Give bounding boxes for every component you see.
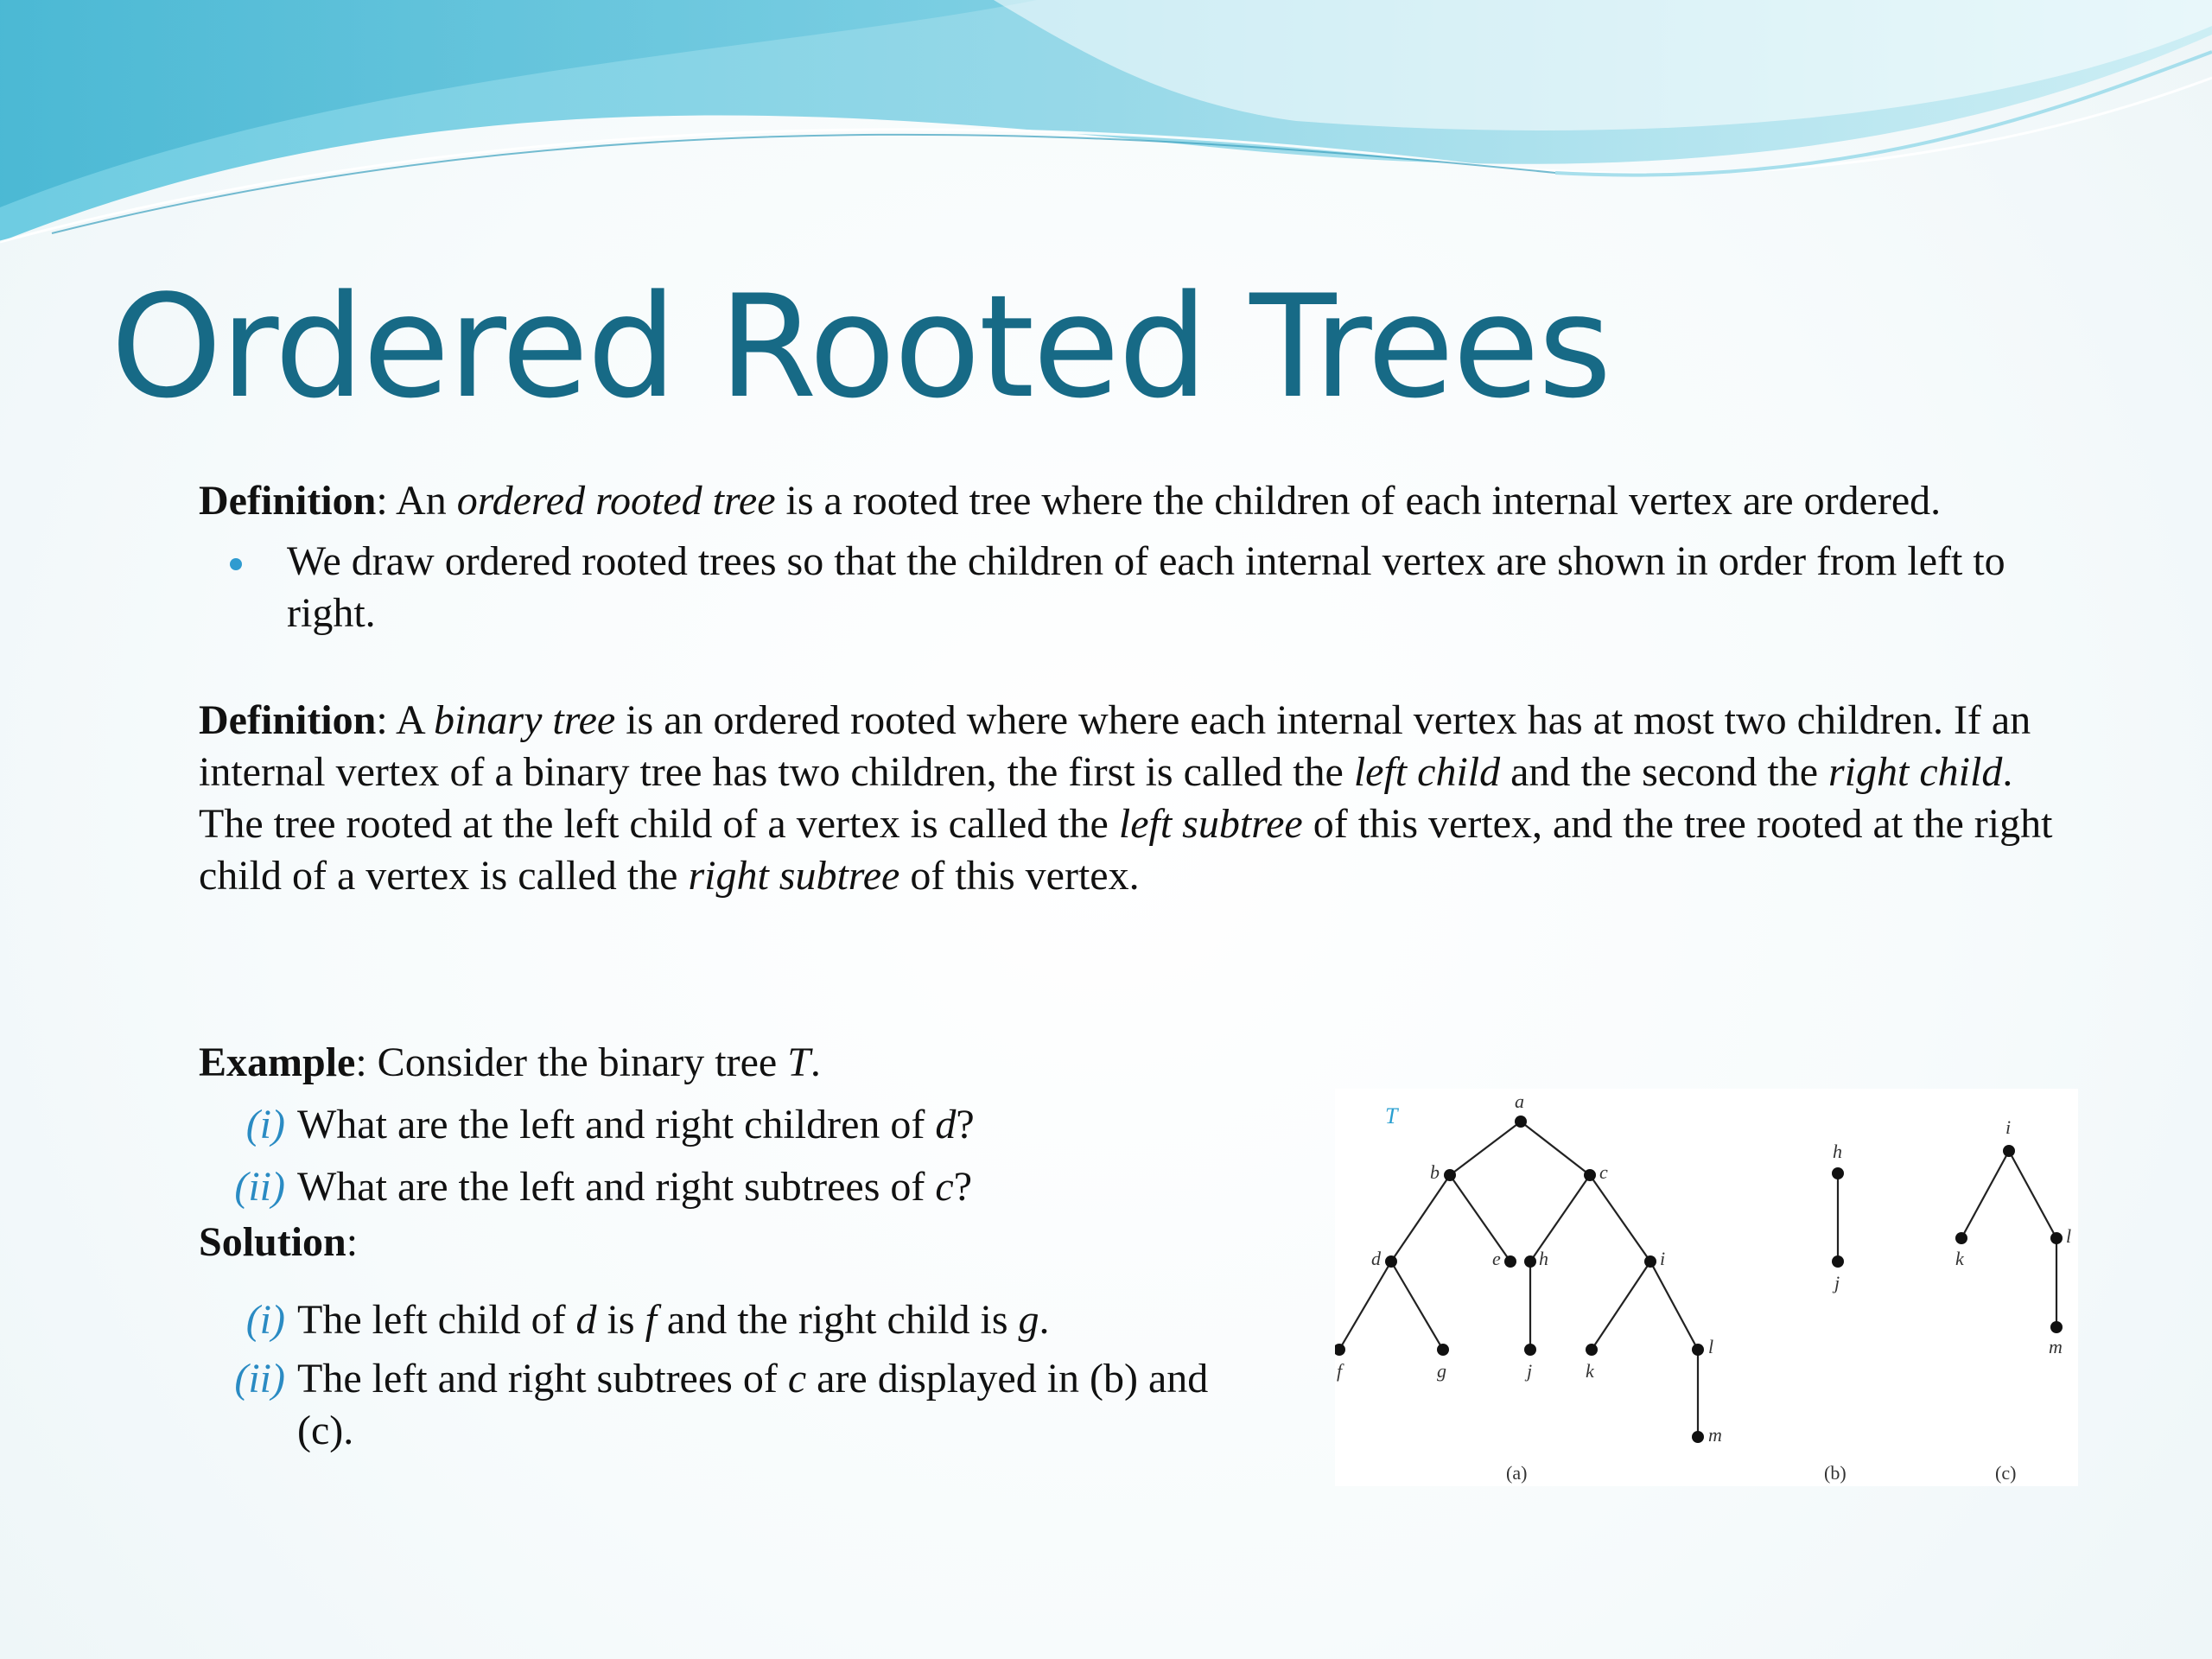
node-label-f: f: [1337, 1360, 1343, 1382]
term-right-subtree: right subtree: [688, 853, 900, 899]
text-span: .: [810, 1039, 821, 1085]
text-span: .: [1039, 1297, 1050, 1343]
definition-label: Definition: [199, 697, 377, 743]
solution-heading: [199, 1217, 1236, 1268]
node-label-m: m: [1708, 1424, 1722, 1446]
tree-edges: [1339, 1122, 2056, 1437]
node-label-b: b: [1430, 1161, 1440, 1183]
binary-tree-figure: [1335, 1089, 2078, 1486]
math-var: c: [787, 1356, 807, 1402]
node-label-g: g: [1437, 1360, 1446, 1382]
question-text: [297, 1161, 972, 1213]
node-label-c: c: [1599, 1161, 1608, 1183]
node-label-l-c: l: [2066, 1225, 2072, 1247]
node-label-i: i: [1660, 1248, 1666, 1269]
question-label: (i): [245, 1102, 285, 1147]
term-left-subtree: left subtree: [1118, 801, 1303, 847]
solution-list: [199, 1294, 1236, 1457]
node-label-h: h: [1539, 1248, 1548, 1269]
solution-item-label: (i): [245, 1297, 285, 1343]
term-left-child: left child: [1353, 749, 1501, 795]
text-span: ?: [956, 1102, 975, 1147]
math-var: d: [575, 1297, 597, 1343]
bullet-dot-icon: [230, 558, 242, 570]
node-label-m-c: m: [2049, 1336, 2063, 1357]
definition-ordered-rooted-tree: [199, 475, 2065, 527]
solution-item: [199, 1353, 1236, 1457]
question-item: [199, 1161, 1236, 1213]
definition-binary-tree: [199, 695, 2065, 902]
text-span: and the second the: [1500, 749, 1828, 795]
tree-name-label: T: [1385, 1103, 1398, 1128]
question-text: [297, 1099, 975, 1151]
example-label: Example: [199, 1039, 356, 1085]
header-wave-decoration: [0, 0, 2212, 259]
term-ordered-rooted-tree: ordered rooted tree: [456, 478, 776, 524]
node-label-e: e: [1492, 1248, 1501, 1269]
math-var: c: [935, 1164, 954, 1210]
solution-item-label: (ii): [234, 1356, 285, 1402]
bullet-item: [199, 536, 2065, 639]
solution-text: [297, 1353, 1236, 1457]
text-span: What are the left and right subtrees of: [297, 1164, 936, 1210]
term-binary-tree: binary tree: [434, 697, 616, 743]
text-span: are displayed in (b) and (c).: [297, 1356, 1209, 1453]
text-span: of this vertex.: [899, 853, 1140, 899]
node-label-k: k: [1586, 1360, 1594, 1382]
node-label-h-b: h: [1833, 1141, 1842, 1162]
node-label-d: d: [1371, 1248, 1381, 1269]
text-span: is an ordered rooted where where each internal vertex has at most two children. If an internal vertex of a binary tree has two children, the first is called the: [199, 697, 2031, 795]
question-item: [199, 1099, 1236, 1151]
tree-diagram: [1335, 1089, 2078, 1486]
node-label-l: l: [1708, 1336, 1714, 1357]
text-span: : An: [376, 478, 457, 524]
node-label-k-c: k: [1955, 1248, 1964, 1269]
caption-c: (c): [1995, 1462, 2017, 1484]
solution-item: [199, 1294, 1236, 1346]
slide-title: Ordered Rooted Trees: [111, 264, 1611, 429]
text-span: and the right child is: [656, 1297, 1019, 1343]
caption-a: (a): [1506, 1462, 1528, 1484]
math-var: d: [935, 1102, 957, 1147]
definitions-section: [199, 475, 2065, 902]
node-label-a: a: [1515, 1090, 1524, 1112]
text-span: ?: [953, 1164, 972, 1210]
math-var: g: [1018, 1297, 1039, 1343]
term-right-child: right child: [1828, 749, 2003, 795]
text-span: :: [346, 1219, 359, 1265]
question-label: (ii): [234, 1164, 285, 1210]
text-span: What are the left and right children of: [297, 1102, 936, 1147]
text-span: is: [596, 1297, 645, 1343]
text-span: is a rooted tree where the children of each internal vertex are ordered.: [775, 478, 1942, 524]
text-span: of this vertex, and the tree rooted at the right child of a vertex is called the: [199, 801, 2053, 899]
math-var: f: [645, 1297, 657, 1343]
example-section: [199, 1037, 1236, 1457]
example-heading: [199, 1037, 1236, 1089]
solution-text: [297, 1294, 1236, 1346]
text-span: : Consider the binary tree: [355, 1039, 788, 1085]
text-span: The left and right subtrees of: [297, 1356, 788, 1402]
caption-b: (b): [1824, 1462, 1847, 1484]
node-label-j: j: [1527, 1360, 1533, 1382]
text-span: The left child of: [297, 1297, 576, 1343]
text-span: : A: [376, 697, 435, 743]
bullet-text: We draw ordered rooted trees so that the children of each internal vertex are shown in order from left to right.: [287, 538, 2005, 636]
text-span: . The tree rooted at the left child of a vertex is called the: [199, 749, 2013, 847]
solution-label: Solution: [199, 1219, 346, 1265]
math-var: T: [787, 1039, 810, 1085]
node-label-j-b: j: [1834, 1272, 1840, 1294]
node-label-i-c: i: [2005, 1116, 2012, 1138]
definition-label: Definition: [199, 478, 377, 524]
